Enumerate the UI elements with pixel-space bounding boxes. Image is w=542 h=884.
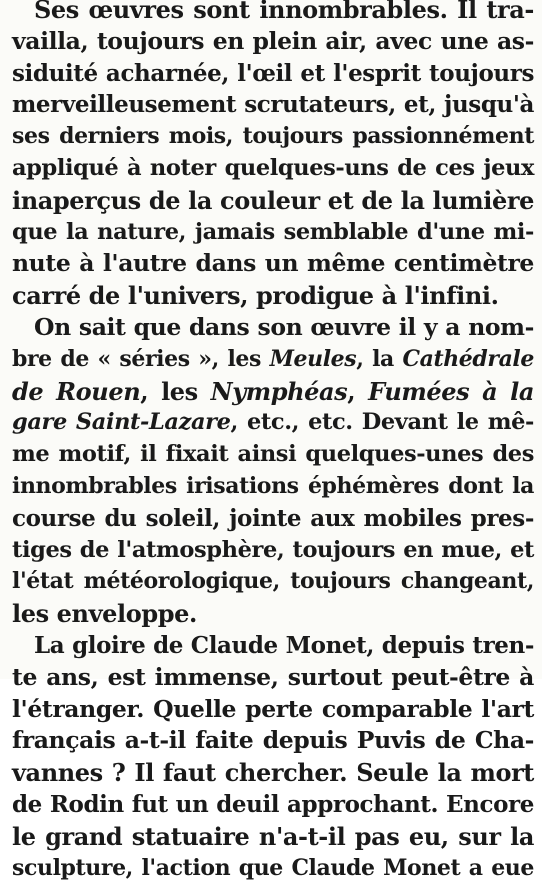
text-line: siduité acharnée, l'œil et l'esprit toujours [12,59,534,87]
text-line: On sait que dans son œuvre il y a nom- [34,312,534,341]
text-line [12,376,534,408]
article-column [12,0,534,884]
artwork-title: Meules [269,345,357,372]
text-line [12,407,534,439]
artwork-title: de Rouen [12,376,141,406]
paragraph-1 [12,0,534,312]
text-line: carré de l'univers, prodigue à l'infini. [12,281,499,311]
artwork-title: Nymphéas [210,376,348,406]
text-line: vailla, toujours en plein air, avec une as- [12,26,534,55]
text-line: innombrables irisations éphémères dont la [12,472,534,499]
text-line: Ses œuvres sont innombrables. Il tra- [34,0,534,24]
text-run: , les [140,376,211,406]
text-line: inaperçus de la couleur et de la lumière [12,185,534,215]
text-line: l'étranger. Quelle perte comparable l'art [12,694,534,723]
text-line: te ans, est immense, surtout peut-être à [12,662,534,691]
text-run: , la [356,345,403,372]
artwork-title: Cathédrale [402,345,534,372]
text-line: appliqué à noter quelques-uns de ces jeux [12,154,534,181]
text-line: de Rodin fut un deuil approchant. Encore [12,790,534,818]
text-run: , [347,376,369,406]
text-line: sculpture, l'action que Claude Monet a eue [12,854,534,881]
text-line: La gloire de Claude Monet, depuis tren- [34,631,534,659]
text-line: vannes ? Il faut chercher. Seule la mort [12,758,534,788]
text-line: le grand statuaire n'a-t-il pas eu, sur la [12,821,534,851]
text-line: que la nature, jamais semblable d'une mi- [12,218,534,245]
text-line: tiges de l'atmosphère, toujours en mue, et [12,536,534,563]
text-run: , etc., etc. Devant le mê- [230,409,534,436]
text-line: l'état météorologique, toujours changeant, [12,568,534,595]
text-line [12,344,534,376]
text-line: nute à l'autre dans un même centimètre [12,249,534,278]
text-line: français a-t-il faite depuis Puvis de Cha- [12,726,534,755]
text-line: merveilleusement scrutateurs, et, jusqu'à [12,91,534,119]
artwork-title: gare Saint-Lazare [12,409,231,436]
text-line: me motif, il fixait ainsi quelques-unes des [12,441,534,468]
paragraph-2 [12,312,534,630]
paragraph-3 [12,630,534,884]
text-run: bre de « séries », les [12,345,270,372]
artwork-title: Fumées à la [368,376,534,406]
text-line: course du soleil, jointe aux mobiles pres- [12,504,534,532]
text-line: les enveloppe. [12,599,197,629]
text-line: ses derniers mois, toujours passionnément [12,123,534,150]
